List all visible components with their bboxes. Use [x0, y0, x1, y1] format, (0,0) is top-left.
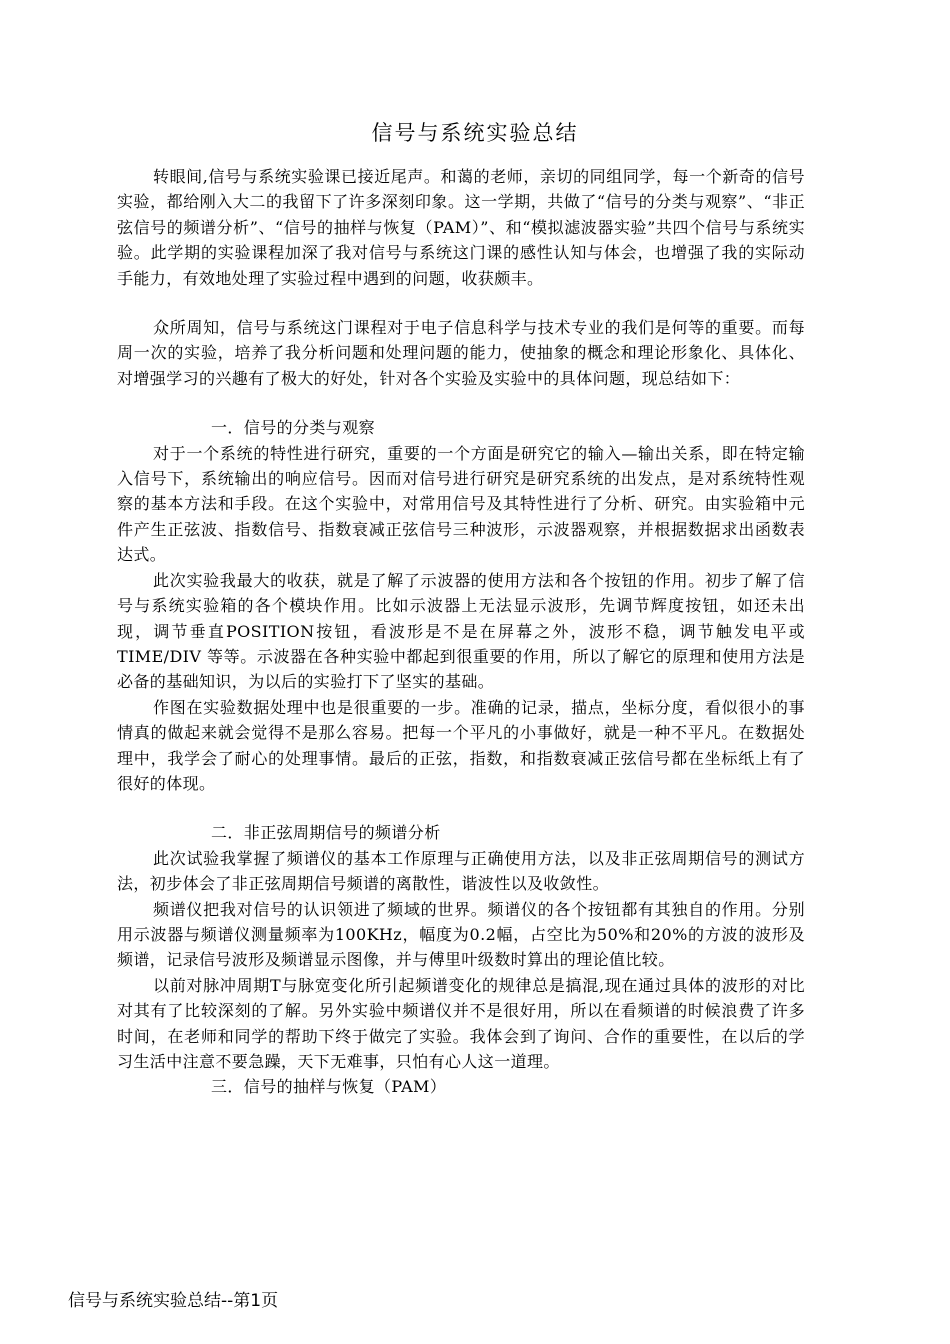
paragraph-gap — [117, 796, 805, 820]
section-1-paragraph-2: 此次实验我最大的收获，就是了解了示波器的使用方法和各个按钮的作用。初步了解了信号与系统实验箱的各个模块作用。比如示波器上无法显示波形，先调节辉度按钮，如还未出现，调节垂直POSITION按钮，看波形是不是在屏幕之外，波形不稳，调节触发电平或TIME/DIV 等等。示波器在各种实验中都起到很重要的作用，所以了解它的原理和使用方法是必备的基础知识，为以后的实验打下了坚实的基础。 — [117, 570, 805, 692]
intro-paragraph-1: 转眼间,信号与系统实验课已接近尾声。和蔼的老师，亲切的同组同学，每一个新奇的信号实验，都给刚入大二的我留下了许多深刻印象。这一学期，共做了“信号的分类与观察”、“非正弦信号的频谱分析”、“信号的抽样与恢复（PAM）”、和“模拟滤波器实验”共四个信号与系统实验。此学期的实验课程加深了我对信号与系统这门课的感性认知与体会，也增强了我的实际动手能力，有效地处理了实验过程中遇到的问题，收获颇丰。 — [117, 167, 805, 288]
document-title: 信号与系统实验总结 — [371, 121, 579, 145]
section-1-heading: 一．信号的分类与观察 — [211, 418, 376, 438]
section-2-heading: 二．非正弦周期信号的频谱分析 — [211, 823, 441, 843]
document-body — [117, 164, 805, 1100]
intro-paragraph-2: 众所周知，信号与系统这门课程对于电子信息科学与技术专业的我们是何等的重要。而每周一次的实验，培养了我分析问题和处理问题的能力，使抽象的概念和理论形象化、具体化、对增强学习的兴趣有了极大的好处，针对各个实验及实验中的具体问题，现总结如下： — [117, 318, 805, 388]
section-2-paragraph-1: 此次试验我掌握了频谱仪的基本工作原理与正确使用方法，以及非正弦周期信号的测试方法，初步体会了非正弦周期信号频谱的离散性，谐波性以及收敛性。 — [117, 848, 805, 894]
section-2-paragraph-3: 以前对脉冲周期T与脉宽变化所引起频谱变化的规律总是搞混,现在通过具体的波形的对比对其有了比较深刻的了解。另外实验中频谱仪并不是很好用，所以在看频谱的时候浪费了许多时间，在老师和同学的帮助下终于做完了实验。我体会到了询问、合作的重要性，在以后的学习生活中注意不要急躁，天下无难事，只怕有心人这一道理。 — [117, 975, 805, 1071]
paragraph-gap — [117, 391, 805, 415]
section-1-paragraph-1: 对于一个系统的特性进行研究，重要的一个方面是研究它的输入—输出关系，即在特定输入信号下，系统输出的响应信号。因而对信号进行研究是研究系统的出发点，是对系统特性观察的基本方法和手段。在这个实验中，对常用信号及其特性进行了分析、研究。由实验箱中元件产生正弦波、指数信号、指数衰减正弦信号三种波形，示波器观察，并根据数据求出函数表达式。 — [117, 443, 805, 565]
paragraph-gap — [117, 291, 805, 315]
section-1-paragraph-3: 作图在实验数据处理中也是很重要的一步。准确的记录，描点，坐标分度，看似很小的事情真的做起来就会觉得不是那么容易。把每一个平凡的小事做好，就是一种不平凡。在数据处理中，我学会了耐心的处理事情。最后的正弦，指数，和指数衰减正弦信号都在坐标纸上有了很好的体现。 — [117, 697, 805, 793]
section-3-heading: 三．信号的抽样与恢复（PAM） — [211, 1077, 447, 1097]
page-footer: 信号与系统实验总结--第1页 — [68, 1291, 279, 1311]
section-2-paragraph-2: 频谱仪把我对信号的认识领进了频域的世界。频谱仪的各个按钮都有其独自的作用。分别用示波器与频谱仪测量频率为100KHz，幅度为0.2幅，占空比为50%和20%的方波的波形及频谱，记录信号波形及频谱显示图像，并与傅里叶级数时算出的理论值比较。 — [117, 899, 805, 970]
